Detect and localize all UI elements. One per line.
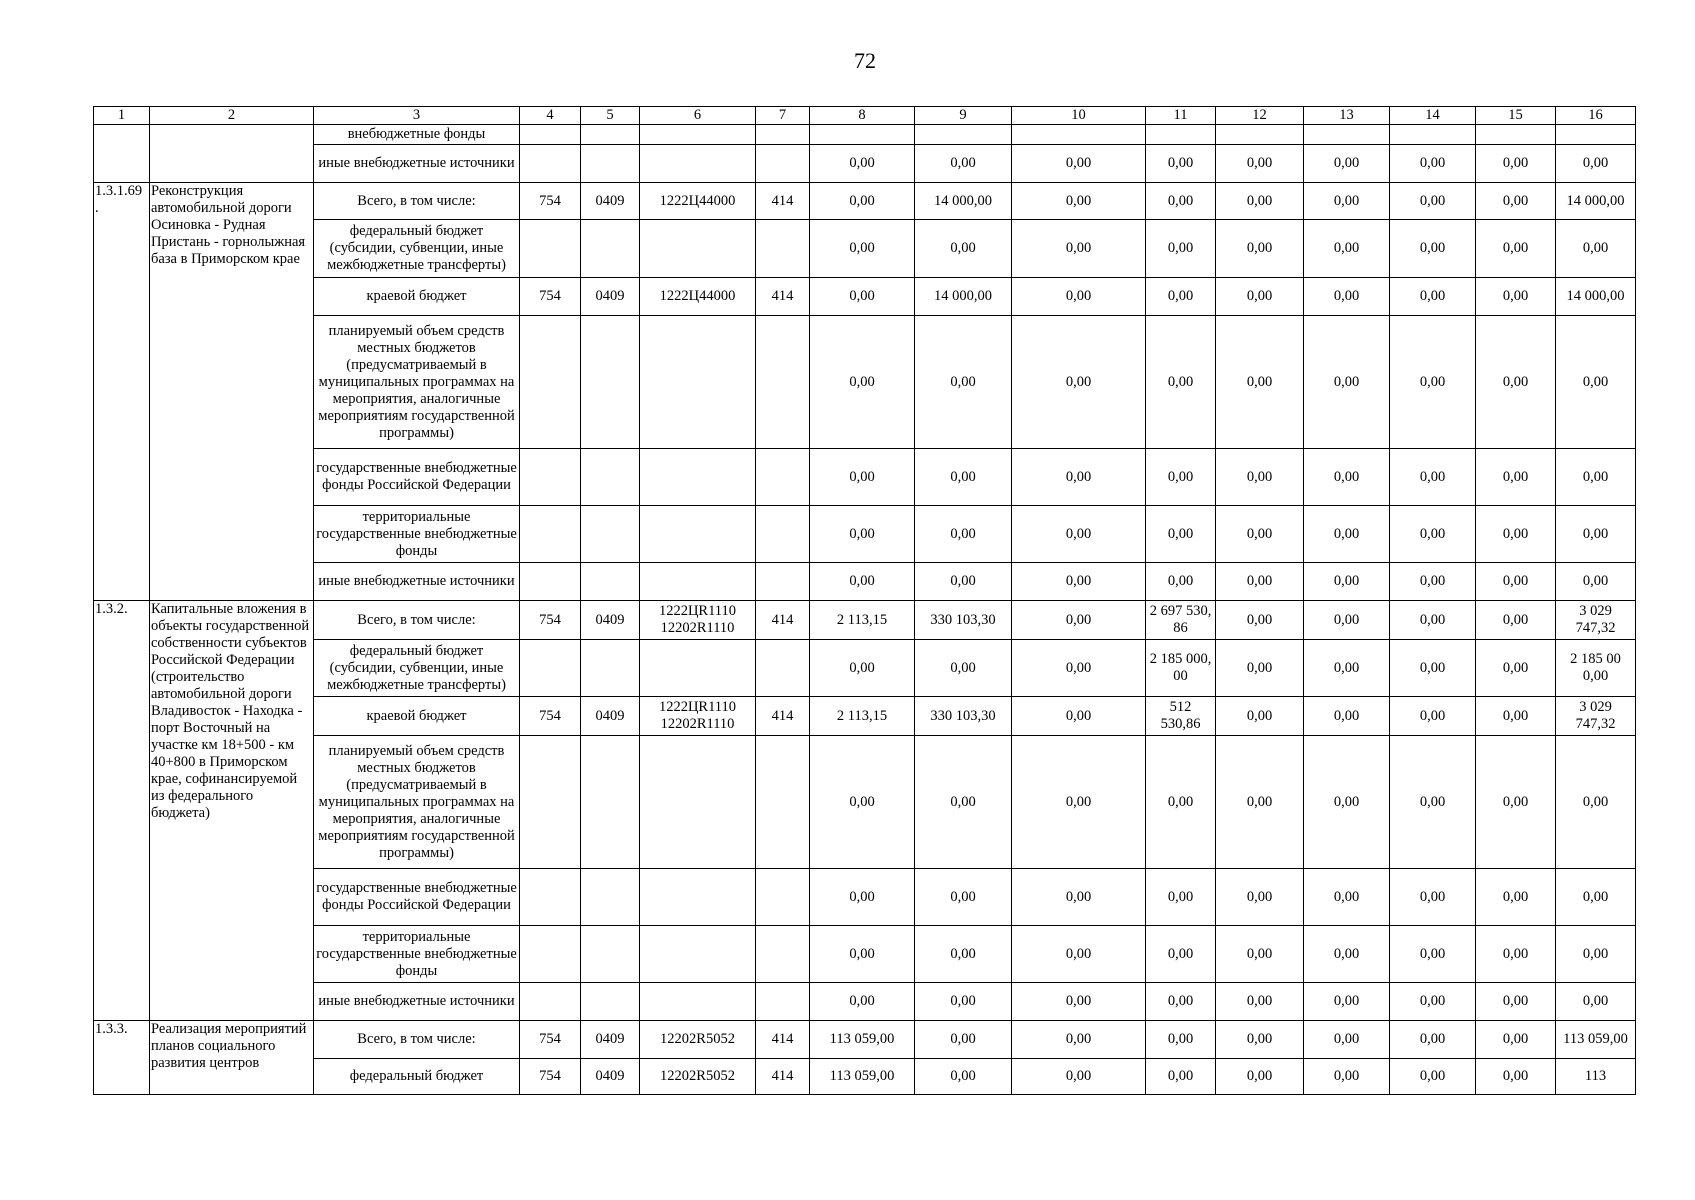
value-cell-col-11: 0,00	[1146, 983, 1216, 1021]
funding-source-cell: иные внебюджетные источники	[314, 563, 520, 601]
table-row	[94, 278, 1636, 316]
value-cell-col-10: 0,00	[1012, 926, 1146, 983]
value-cell-col-11: 2 185 000, 00	[1146, 640, 1216, 697]
table-row	[94, 869, 1636, 926]
value-cell-col-10: 0,00	[1012, 983, 1146, 1021]
value-cell-col-5: 0409	[581, 183, 640, 220]
value-cell-col-4: 754	[520, 183, 581, 220]
value-cell-col-9	[915, 125, 1012, 145]
value-cell-col-8: 0,00	[810, 506, 915, 563]
value-cell-col-15: 0,00	[1476, 220, 1556, 278]
value-cell-col-11: 2 697 530, 86	[1146, 601, 1216, 640]
value-cell-col-15: 0,00	[1476, 736, 1556, 869]
value-cell-col-16: 3 029 747,32	[1556, 601, 1636, 640]
table-row	[94, 926, 1636, 983]
value-cell-col-12: 0,00	[1216, 983, 1304, 1021]
value-cell-col-8: 0,00	[810, 926, 915, 983]
column-number: 5	[581, 107, 640, 125]
value-cell-col-16: 0,00	[1556, 449, 1636, 506]
value-cell-col-8: 113 059,00	[810, 1021, 915, 1059]
value-cell-col-16: 0,00	[1556, 736, 1636, 869]
value-cell-col-4: 754	[520, 697, 581, 736]
funding-source-cell: иные внебюджетные источники	[314, 145, 520, 183]
table-row	[94, 506, 1636, 563]
value-cell-col-4	[520, 125, 581, 145]
value-cell-col-4: 754	[520, 601, 581, 640]
value-cell-col-9: 14 000,00	[915, 183, 1012, 220]
value-cell-col-16	[1556, 125, 1636, 145]
item-code-cell	[94, 125, 150, 183]
value-cell-col-6	[640, 125, 756, 145]
funding-source-cell: иные внебюджетные источники	[314, 983, 520, 1021]
column-number: 16	[1556, 107, 1636, 125]
table-row	[94, 1021, 1636, 1059]
table-row	[94, 563, 1636, 601]
value-cell-col-6: 1222Ц44000	[640, 278, 756, 316]
column-number: 14	[1390, 107, 1476, 125]
value-cell-col-15: 0,00	[1476, 183, 1556, 220]
value-cell-col-13: 0,00	[1304, 1059, 1390, 1095]
value-cell-col-11: 512 530,86	[1146, 697, 1216, 736]
value-cell-col-4	[520, 926, 581, 983]
value-cell-col-15: 0,00	[1476, 316, 1556, 449]
value-cell-col-15: 0,00	[1476, 697, 1556, 736]
table-row	[94, 983, 1636, 1021]
value-cell-col-7: 414	[756, 601, 810, 640]
funding-source-cell: краевой бюджет	[314, 278, 520, 316]
value-cell-col-8: 0,00	[810, 983, 915, 1021]
value-cell-col-4	[520, 983, 581, 1021]
page-number: 72	[854, 48, 876, 73]
value-cell-col-11: 0,00	[1146, 145, 1216, 183]
value-cell-col-7: 414	[756, 697, 810, 736]
value-cell-col-16: 113	[1556, 1059, 1636, 1095]
value-cell-col-8: 2 113,15	[810, 601, 915, 640]
table-row	[94, 220, 1636, 278]
value-cell-col-12: 0,00	[1216, 926, 1304, 983]
value-cell-col-10: 0,00	[1012, 563, 1146, 601]
value-cell-col-13	[1304, 125, 1390, 145]
value-cell-col-15: 0,00	[1476, 563, 1556, 601]
value-cell-col-16: 0,00	[1556, 926, 1636, 983]
value-cell-col-9: 0,00	[915, 316, 1012, 449]
value-cell-col-10	[1012, 125, 1146, 145]
value-cell-col-10: 0,00	[1012, 449, 1146, 506]
value-cell-col-7	[756, 869, 810, 926]
value-cell-col-13: 0,00	[1304, 449, 1390, 506]
column-number-row	[94, 107, 1636, 125]
value-cell-col-8: 0,00	[810, 183, 915, 220]
column-number: 9	[915, 107, 1012, 125]
value-cell-col-14: 0,00	[1390, 449, 1476, 506]
value-cell-col-10: 0,00	[1012, 640, 1146, 697]
value-cell-col-15: 0,00	[1476, 640, 1556, 697]
funding-source-cell: государственные внебюджетные фонды Российской Федерации	[314, 869, 520, 926]
value-cell-col-5	[581, 220, 640, 278]
funding-source-cell: территориальные государственные внебюджетные фонды	[314, 506, 520, 563]
value-cell-col-9: 0,00	[915, 869, 1012, 926]
value-cell-col-12: 0,00	[1216, 601, 1304, 640]
value-cell-col-8: 0,00	[810, 736, 915, 869]
column-number: 8	[810, 107, 915, 125]
value-cell-col-5: 0409	[581, 278, 640, 316]
funding-source-cell: территориальные государственные внебюджетные фонды	[314, 926, 520, 983]
value-cell-col-4: 754	[520, 278, 581, 316]
value-cell-col-7: 414	[756, 1059, 810, 1095]
value-cell-col-12: 0,00	[1216, 449, 1304, 506]
value-cell-col-6	[640, 563, 756, 601]
value-cell-col-7	[756, 506, 810, 563]
value-cell-col-15: 0,00	[1476, 926, 1556, 983]
value-cell-col-9: 0,00	[915, 563, 1012, 601]
value-cell-col-11: 0,00	[1146, 563, 1216, 601]
column-number: 13	[1304, 107, 1390, 125]
value-cell-col-12: 0,00	[1216, 220, 1304, 278]
value-cell-col-7: 414	[756, 278, 810, 316]
table-row	[94, 1059, 1636, 1095]
table-row	[94, 125, 1636, 145]
value-cell-col-9: 0,00	[915, 736, 1012, 869]
value-cell-col-12: 0,00	[1216, 278, 1304, 316]
value-cell-col-10: 0,00	[1012, 316, 1146, 449]
table-row	[94, 601, 1636, 640]
value-cell-col-12: 0,00	[1216, 183, 1304, 220]
value-cell-col-7	[756, 449, 810, 506]
value-cell-col-6	[640, 145, 756, 183]
value-cell-col-14: 0,00	[1390, 1059, 1476, 1095]
value-cell-col-16: 2 185 00 0,00	[1556, 640, 1636, 697]
column-number: 11	[1146, 107, 1216, 125]
value-cell-col-14: 0,00	[1390, 145, 1476, 183]
table-row	[94, 736, 1636, 869]
value-cell-col-12	[1216, 125, 1304, 145]
value-cell-col-5	[581, 145, 640, 183]
value-cell-col-8: 0,00	[810, 145, 915, 183]
value-cell-col-12: 0,00	[1216, 316, 1304, 449]
funding-source-cell: федеральный бюджет	[314, 1059, 520, 1095]
column-number: 6	[640, 107, 756, 125]
value-cell-col-7	[756, 145, 810, 183]
value-cell-col-11: 0,00	[1146, 316, 1216, 449]
value-cell-col-15	[1476, 125, 1556, 145]
value-cell-col-13: 0,00	[1304, 563, 1390, 601]
value-cell-col-16: 3 029 747,32	[1556, 697, 1636, 736]
value-cell-col-5	[581, 125, 640, 145]
value-cell-col-9: 0,00	[915, 449, 1012, 506]
value-cell-col-15: 0,00	[1476, 601, 1556, 640]
value-cell-col-14: 0,00	[1390, 736, 1476, 869]
value-cell-col-8: 0,00	[810, 278, 915, 316]
value-cell-col-7	[756, 736, 810, 869]
value-cell-col-4	[520, 506, 581, 563]
value-cell-col-9: 0,00	[915, 145, 1012, 183]
value-cell-col-14: 0,00	[1390, 506, 1476, 563]
value-cell-col-6: 12202R5052	[640, 1021, 756, 1059]
item-name-cell	[150, 125, 314, 183]
value-cell-col-16: 0,00	[1556, 869, 1636, 926]
value-cell-col-16: 0,00	[1556, 506, 1636, 563]
value-cell-col-11: 0,00	[1146, 736, 1216, 869]
value-cell-col-13: 0,00	[1304, 869, 1390, 926]
value-cell-col-13: 0,00	[1304, 697, 1390, 736]
value-cell-col-6	[640, 449, 756, 506]
column-number: 1	[94, 107, 150, 125]
value-cell-col-13: 0,00	[1304, 506, 1390, 563]
value-cell-col-16: 0,00	[1556, 145, 1636, 183]
value-cell-col-13: 0,00	[1304, 926, 1390, 983]
value-cell-col-14: 0,00	[1390, 563, 1476, 601]
value-cell-col-4	[520, 563, 581, 601]
column-number: 12	[1216, 107, 1304, 125]
value-cell-col-10: 0,00	[1012, 220, 1146, 278]
value-cell-col-14: 0,00	[1390, 697, 1476, 736]
value-cell-col-15: 0,00	[1476, 1059, 1556, 1095]
value-cell-col-16: 0,00	[1556, 316, 1636, 449]
value-cell-col-12: 0,00	[1216, 145, 1304, 183]
value-cell-col-4	[520, 736, 581, 869]
value-cell-col-12: 0,00	[1216, 697, 1304, 736]
funding-source-cell: государственные внебюджетные фонды Российской Федерации	[314, 449, 520, 506]
value-cell-col-10: 0,00	[1012, 145, 1146, 183]
value-cell-col-11: 0,00	[1146, 926, 1216, 983]
column-number: 7	[756, 107, 810, 125]
value-cell-col-8: 0,00	[810, 869, 915, 926]
value-cell-col-4	[520, 869, 581, 926]
value-cell-col-15: 0,00	[1476, 145, 1556, 183]
value-cell-col-9: 0,00	[915, 506, 1012, 563]
value-cell-col-5	[581, 563, 640, 601]
value-cell-col-9: 0,00	[915, 220, 1012, 278]
value-cell-col-10: 0,00	[1012, 697, 1146, 736]
table-row	[94, 316, 1636, 449]
column-number: 3	[314, 107, 520, 125]
value-cell-col-7	[756, 125, 810, 145]
value-cell-col-4: 754	[520, 1021, 581, 1059]
value-cell-col-5	[581, 449, 640, 506]
value-cell-col-11: 0,00	[1146, 183, 1216, 220]
value-cell-col-13: 0,00	[1304, 220, 1390, 278]
value-cell-col-9: 0,00	[915, 1059, 1012, 1095]
value-cell-col-8: 0,00	[810, 640, 915, 697]
value-cell-col-10: 0,00	[1012, 736, 1146, 869]
value-cell-col-6	[640, 983, 756, 1021]
value-cell-col-9: 0,00	[915, 926, 1012, 983]
value-cell-col-10: 0,00	[1012, 1021, 1146, 1059]
value-cell-col-6	[640, 926, 756, 983]
value-cell-col-10: 0,00	[1012, 1059, 1146, 1095]
value-cell-col-4	[520, 145, 581, 183]
value-cell-col-6	[640, 736, 756, 869]
value-cell-col-5: 0409	[581, 601, 640, 640]
value-cell-col-12: 0,00	[1216, 1059, 1304, 1095]
item-name-cell: Реализация мероприятий планов социального развития центров	[150, 1021, 314, 1095]
funding-source-cell: федеральный бюджет (субсидии, субвенции, иные межбюджетные трансферты)	[314, 220, 520, 278]
value-cell-col-10: 0,00	[1012, 278, 1146, 316]
value-cell-col-9: 0,00	[915, 1021, 1012, 1059]
column-number: 4	[520, 107, 581, 125]
value-cell-col-6	[640, 640, 756, 697]
value-cell-col-16: 14 000,00	[1556, 278, 1636, 316]
funding-source-cell: краевой бюджет	[314, 697, 520, 736]
value-cell-col-6: 1222Ц44000	[640, 183, 756, 220]
value-cell-col-15: 0,00	[1476, 983, 1556, 1021]
value-cell-col-7	[756, 220, 810, 278]
value-cell-col-13: 0,00	[1304, 1021, 1390, 1059]
value-cell-col-8: 113 059,00	[810, 1059, 915, 1095]
value-cell-col-14: 0,00	[1390, 1021, 1476, 1059]
value-cell-col-6	[640, 506, 756, 563]
value-cell-col-13: 0,00	[1304, 640, 1390, 697]
value-cell-col-4	[520, 220, 581, 278]
budget-table	[93, 106, 1636, 1095]
item-name-cell: Реконструкция автомобильной дороги Осиновка - Рудная Пристань - горнолыжная база в Приморском крае	[150, 183, 314, 601]
value-cell-col-12: 0,00	[1216, 869, 1304, 926]
funding-source-cell: федеральный бюджет (субсидии, субвенции, иные межбюджетные трансферты)	[314, 640, 520, 697]
value-cell-col-12: 0,00	[1216, 640, 1304, 697]
item-code-cell: 1.3.3.	[94, 1021, 150, 1095]
value-cell-col-15: 0,00	[1476, 506, 1556, 563]
value-cell-col-15: 0,00	[1476, 449, 1556, 506]
value-cell-col-4: 754	[520, 1059, 581, 1095]
funding-source-cell: планируемый объем средств местных бюджетов (предусматриваемый в муниципальных программах на мероприятия, аналогичные мероприятиям государственной программы)	[314, 316, 520, 449]
value-cell-col-8: 0,00	[810, 220, 915, 278]
value-cell-col-11: 0,00	[1146, 869, 1216, 926]
value-cell-col-8: 2 113,15	[810, 697, 915, 736]
value-cell-col-11: 0,00	[1146, 1021, 1216, 1059]
table-row	[94, 183, 1636, 220]
value-cell-col-16: 0,00	[1556, 983, 1636, 1021]
value-cell-col-6	[640, 316, 756, 449]
value-cell-col-4	[520, 449, 581, 506]
value-cell-col-5	[581, 506, 640, 563]
value-cell-col-14: 0,00	[1390, 601, 1476, 640]
value-cell-col-6: 1222ЦR1110 12202R1110	[640, 601, 756, 640]
value-cell-col-9: 0,00	[915, 983, 1012, 1021]
value-cell-col-6: 12202R5052	[640, 1059, 756, 1095]
value-cell-col-7	[756, 983, 810, 1021]
value-cell-col-5	[581, 316, 640, 449]
value-cell-col-5: 0409	[581, 1059, 640, 1095]
value-cell-col-11	[1146, 125, 1216, 145]
value-cell-col-11: 0,00	[1146, 278, 1216, 316]
value-cell-col-8	[810, 125, 915, 145]
value-cell-col-11: 0,00	[1146, 220, 1216, 278]
funding-source-cell: внебюджетные фонды	[314, 125, 520, 145]
value-cell-col-11: 0,00	[1146, 449, 1216, 506]
item-name-cell: Капитальные вложения в объекты государственной собственности субъектов Российской Федерации (строительство автомобильной дороги Владивосток - Находка - порт Восточный на участке км 18+500 - км 40+800 в Приморском крае, софинансируемой из федерального бюджета)	[150, 601, 314, 1021]
value-cell-col-7	[756, 640, 810, 697]
value-cell-col-4	[520, 316, 581, 449]
value-cell-col-10: 0,00	[1012, 869, 1146, 926]
value-cell-col-10: 0,00	[1012, 601, 1146, 640]
column-number: 10	[1012, 107, 1146, 125]
value-cell-col-13: 0,00	[1304, 316, 1390, 449]
value-cell-col-9: 0,00	[915, 640, 1012, 697]
value-cell-col-15: 0,00	[1476, 869, 1556, 926]
item-code-cell: 1.3.1.69 .	[94, 183, 150, 601]
value-cell-col-16: 14 000,00	[1556, 183, 1636, 220]
value-cell-col-14: 0,00	[1390, 926, 1476, 983]
value-cell-col-5: 0409	[581, 1021, 640, 1059]
value-cell-col-7: 414	[756, 183, 810, 220]
value-cell-col-14	[1390, 125, 1476, 145]
value-cell-col-15: 0,00	[1476, 1021, 1556, 1059]
value-cell-col-12: 0,00	[1216, 506, 1304, 563]
table-row	[94, 449, 1636, 506]
value-cell-col-11: 0,00	[1146, 506, 1216, 563]
table-row	[94, 640, 1636, 697]
value-cell-col-6	[640, 220, 756, 278]
value-cell-col-14: 0,00	[1390, 316, 1476, 449]
value-cell-col-9: 330 103,30	[915, 697, 1012, 736]
table-row	[94, 145, 1636, 183]
value-cell-col-12: 0,00	[1216, 1021, 1304, 1059]
value-cell-col-13: 0,00	[1304, 601, 1390, 640]
funding-source-cell: Всего, в том числе:	[314, 1021, 520, 1059]
funding-source-cell: планируемый объем средств местных бюджетов (предусматриваемый в муниципальных программах на мероприятия, аналогичные мероприятиям государственной программы)	[314, 736, 520, 869]
value-cell-col-13: 0,00	[1304, 278, 1390, 316]
value-cell-col-6	[640, 869, 756, 926]
value-cell-col-10: 0,00	[1012, 506, 1146, 563]
value-cell-col-13: 0,00	[1304, 983, 1390, 1021]
value-cell-col-5	[581, 869, 640, 926]
value-cell-col-13: 0,00	[1304, 183, 1390, 220]
funding-source-cell: Всего, в том числе:	[314, 601, 520, 640]
value-cell-col-15: 0,00	[1476, 278, 1556, 316]
value-cell-col-13: 0,00	[1304, 145, 1390, 183]
value-cell-col-7	[756, 563, 810, 601]
value-cell-col-8: 0,00	[810, 316, 915, 449]
value-cell-col-14: 0,00	[1390, 183, 1476, 220]
value-cell-col-16: 113 059,00	[1556, 1021, 1636, 1059]
value-cell-col-14: 0,00	[1390, 640, 1476, 697]
value-cell-col-11: 0,00	[1146, 1059, 1216, 1095]
funding-source-cell: Всего, в том числе:	[314, 183, 520, 220]
value-cell-col-4	[520, 640, 581, 697]
value-cell-col-10: 0,00	[1012, 183, 1146, 220]
value-cell-col-12: 0,00	[1216, 736, 1304, 869]
column-number: 15	[1476, 107, 1556, 125]
value-cell-col-5	[581, 926, 640, 983]
value-cell-col-14: 0,00	[1390, 278, 1476, 316]
table-row	[94, 697, 1636, 736]
value-cell-col-9: 330 103,30	[915, 601, 1012, 640]
value-cell-col-8: 0,00	[810, 563, 915, 601]
value-cell-col-7: 414	[756, 1021, 810, 1059]
value-cell-col-16: 0,00	[1556, 220, 1636, 278]
value-cell-col-12: 0,00	[1216, 563, 1304, 601]
item-code-cell: 1.3.2.	[94, 601, 150, 1021]
column-number: 2	[150, 107, 314, 125]
value-cell-col-8: 0,00	[810, 449, 915, 506]
value-cell-col-5: 0409	[581, 697, 640, 736]
value-cell-col-5	[581, 736, 640, 869]
value-cell-col-13: 0,00	[1304, 736, 1390, 869]
value-cell-col-14: 0,00	[1390, 220, 1476, 278]
value-cell-col-14: 0,00	[1390, 869, 1476, 926]
value-cell-col-5	[581, 983, 640, 1021]
value-cell-col-6: 1222ЦR1110 12202R1110	[640, 697, 756, 736]
value-cell-col-5	[581, 640, 640, 697]
value-cell-col-7	[756, 316, 810, 449]
value-cell-col-7	[756, 926, 810, 983]
value-cell-col-9: 14 000,00	[915, 278, 1012, 316]
value-cell-col-14: 0,00	[1390, 983, 1476, 1021]
value-cell-col-16: 0,00	[1556, 563, 1636, 601]
